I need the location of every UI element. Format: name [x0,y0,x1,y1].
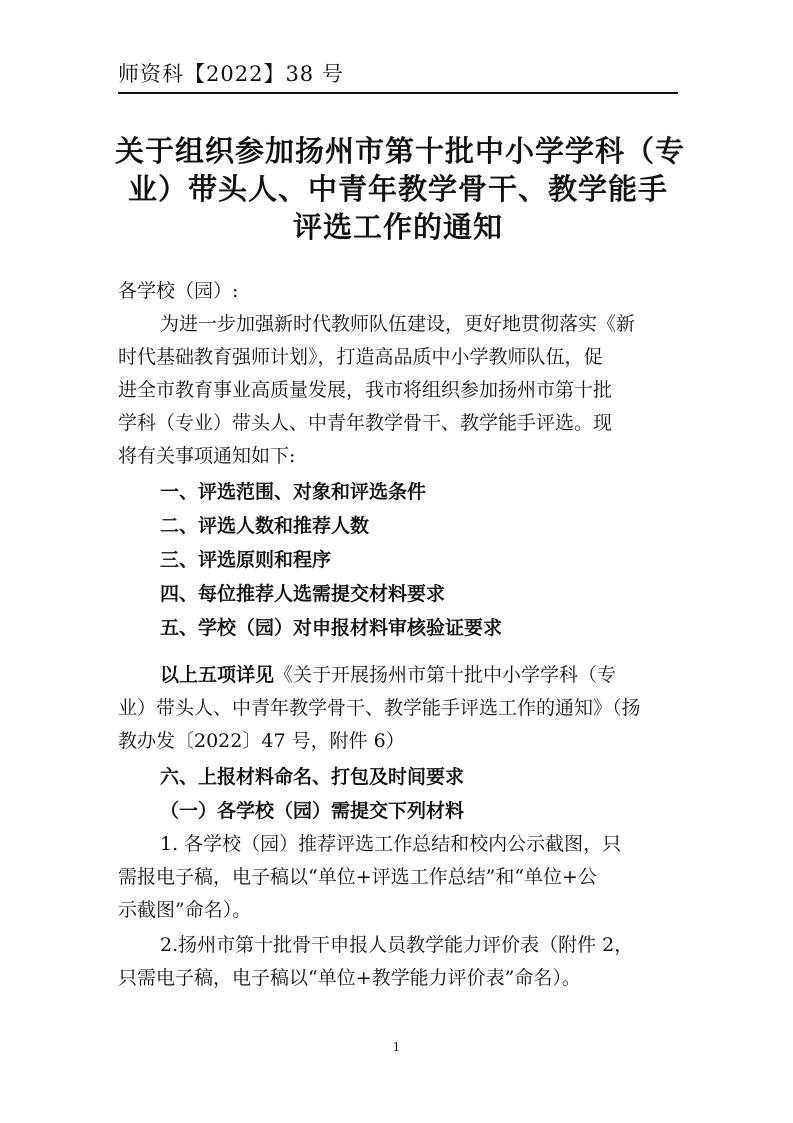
paragraph-line: 学科（专业）带头人、中青年教学骨干、教学能手评选。现 [118,412,613,434]
header-rule [118,92,678,94]
title-line: 关于组织参加扬州市第十批中小学学科（专 [115,134,686,168]
paragraph-line: 业）带头人、中青年教学骨干、教学能手评选工作的通知》（扬 [118,697,641,719]
section-heading: 四、每位推荐人选需提交材料要求 [160,583,446,605]
item-1-paragraph [118,828,680,927]
section-heading: 三、评选原则和程序 [160,549,332,571]
paragraph-line: 教办发〔2022〕47 号，附件 6） [118,730,405,752]
page-number: 1 [392,1040,401,1054]
document-body [118,275,680,995]
section-headings [118,475,680,645]
doc-number: 师资科【2022】38 号 [118,62,344,86]
document-title [115,132,686,246]
section-heading: 五、学校（园）对申报材料审核验证要求 [160,617,503,639]
subsection-heading: （一）各学校（园）需提交下列材料 [160,800,465,822]
paragraph-line [118,659,680,692]
title-line: 评选工作的通知 [292,210,503,244]
paragraph-line: 需报电子稿，电子稿以“单位+评选工作总结”和“单位+公 [118,866,597,888]
paragraph-line: 2.扬州市第十批骨干申报人员教学能力评价表（附件 2， [160,934,634,956]
paragraph-line: 时代基础教育强师计划》，打造高品质中小学教师队伍，促 [118,346,603,368]
paragraph-line: 只需电子稿，电子稿以“单位+教学能力评价表”命名）。 [118,967,581,989]
title-line: 业）带头人、中青年教学骨干、教学能手 [127,172,668,206]
paragraph-line: 1. 各学校（园）推荐评选工作总结和校内公示截图，只 [160,833,622,855]
section-heading: 二、评选人数和推荐人数 [160,515,370,537]
paragraph-line: 进全市教育事业高质量发展，我市将组织参加扬州市第十批 [118,379,613,401]
item-2-paragraph [118,929,680,995]
paragraph-line: 将有关事项通知如下: [118,445,296,467]
section-heading: 一、评选范围、对象和评选条件 [160,481,427,503]
paragraph-line: 为进一步加强新时代教师队伍建设，更好地贯彻落实《新 [160,313,636,335]
detail-text: 《关于开展扬州市第十批中小学学科（专 [274,664,617,686]
paragraph-line: 示截图”命名）。 [118,899,252,921]
detail-bold-text: 以上五项详见 [160,664,275,686]
detail-paragraph [118,659,680,758]
section-heading: 六、上报材料命名、打包及时间要求 [160,766,465,788]
intro-paragraph [118,308,680,473]
salutation: 各学校（园）: [118,280,239,302]
